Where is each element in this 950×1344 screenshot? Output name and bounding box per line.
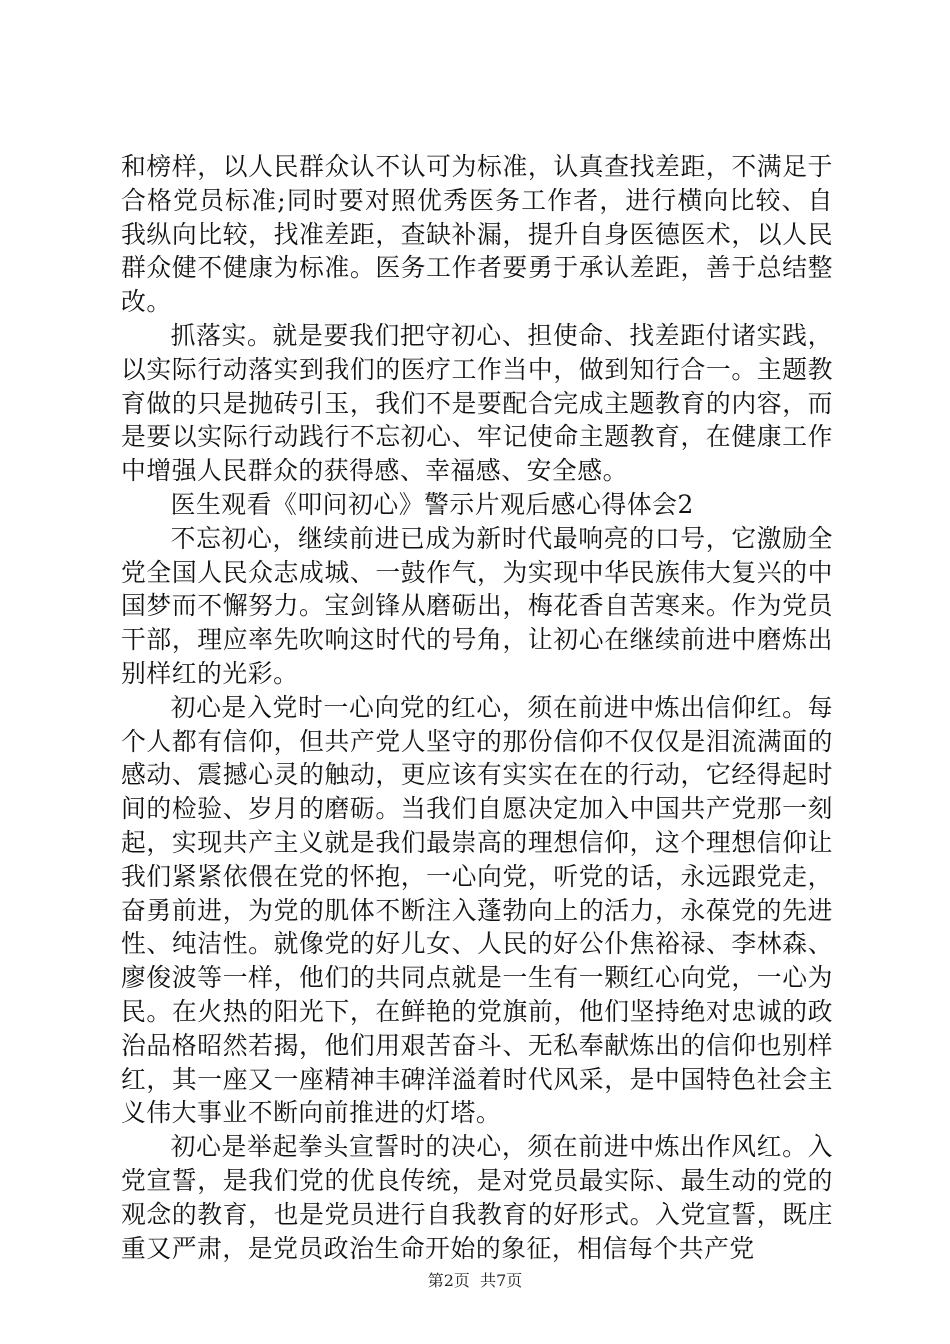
page-total: 共7页 — [480, 1271, 523, 1290]
section-heading: 医生观看《叩问初心》警示片观后感心得体会2 — [170, 489, 694, 519]
page-footer — [0, 1271, 950, 1291]
page-number: 第2页 — [427, 1271, 470, 1290]
paragraph-oath: 初心是举起拳头宣誓时的决心，须在前进中炼出作风红。入党宣誓，是我们党的优良传统，是对党员最实际、最生动的党的观念的教育，也是党员进行自我教育的好形式。入党宣誓，既庄重又严肃，是党员政治生命开始的象征，相信每个共产党 — [121, 1132, 833, 1263]
paragraph-faith: 初心是入党时一心向党的红心，须在前进中炼出信仰红。每个人都有信仰，但共产党人坚守的那份信仰不仅仅是泪流满面的感动、震撼心灵的触动，更应该有实实在在的行动，它经得起时间的检验、岁月的磨砺。当我们自愿决定加入中国共产党那一刻起，实现共产主义就是我们最崇高的理想信仰，这个理想信仰让我们紧紧依偎在党的怀抱，一心向党，听党的话，永远跟党走，奋勇前进，为党的肌体不断注入蓬勃向上的活力，永葆党的先进性、纯洁性。就像党的好儿女、人民的好公仆焦裕禄、李林森、廖俊波等一样，他们的共同点就是一生有一颗红心向党，一心为民。在火热的阳光下，在鲜艳的党旗前，他们坚持绝对忠诚的政治品格昭然若揭，他们用艰苦奋斗、无私奉献炼出的信仰也别样红，其一座又一座精神丰碑洋溢着时代风采，是中国特色社会主义伟大事业不断向前推进的灯塔。 — [121, 692, 833, 1128]
paragraph-continued-text: 和榜样，以人民群众认不认可为标准，认真查找差距，不满足于合格党员标准;同时要对照优秀医务工作者，进行横向比较、自我纵向比较，找准差距，查缺补漏，提升自身医德医术，以人民群众健不健康为标准。医务工作者要勇于承认差距，善于总结整改。 — [121, 152, 833, 317]
paragraph-implementation: 抓落实。就是要我们把守初心、担使命、找差距付诸实践，以实际行动落实到我们的医疗工作当中，做到知行合一。主题教育做的只是抛砖引玉，我们不是要配合完成主题教育的内容，而是要以实际行动践行不忘初心、牢记使命主题教育，在健康工作中增强人民群众的获得感、幸福感、安全感。 — [121, 320, 833, 486]
document-body — [121, 150, 833, 1265]
paragraph-intro: 不忘初心，继续前进已成为新时代最响亮的口号，它激励全党全国人民众志成城、一鼓作气，为实现中华民族伟大复兴的中国梦而不懈努力。宝剑锋从磨砺出，梅花香自苦寒来。作为党员干部，理应率先吹响这时代的号角，让初心在继续前进中磨炼出别样红的光彩。 — [121, 523, 833, 688]
